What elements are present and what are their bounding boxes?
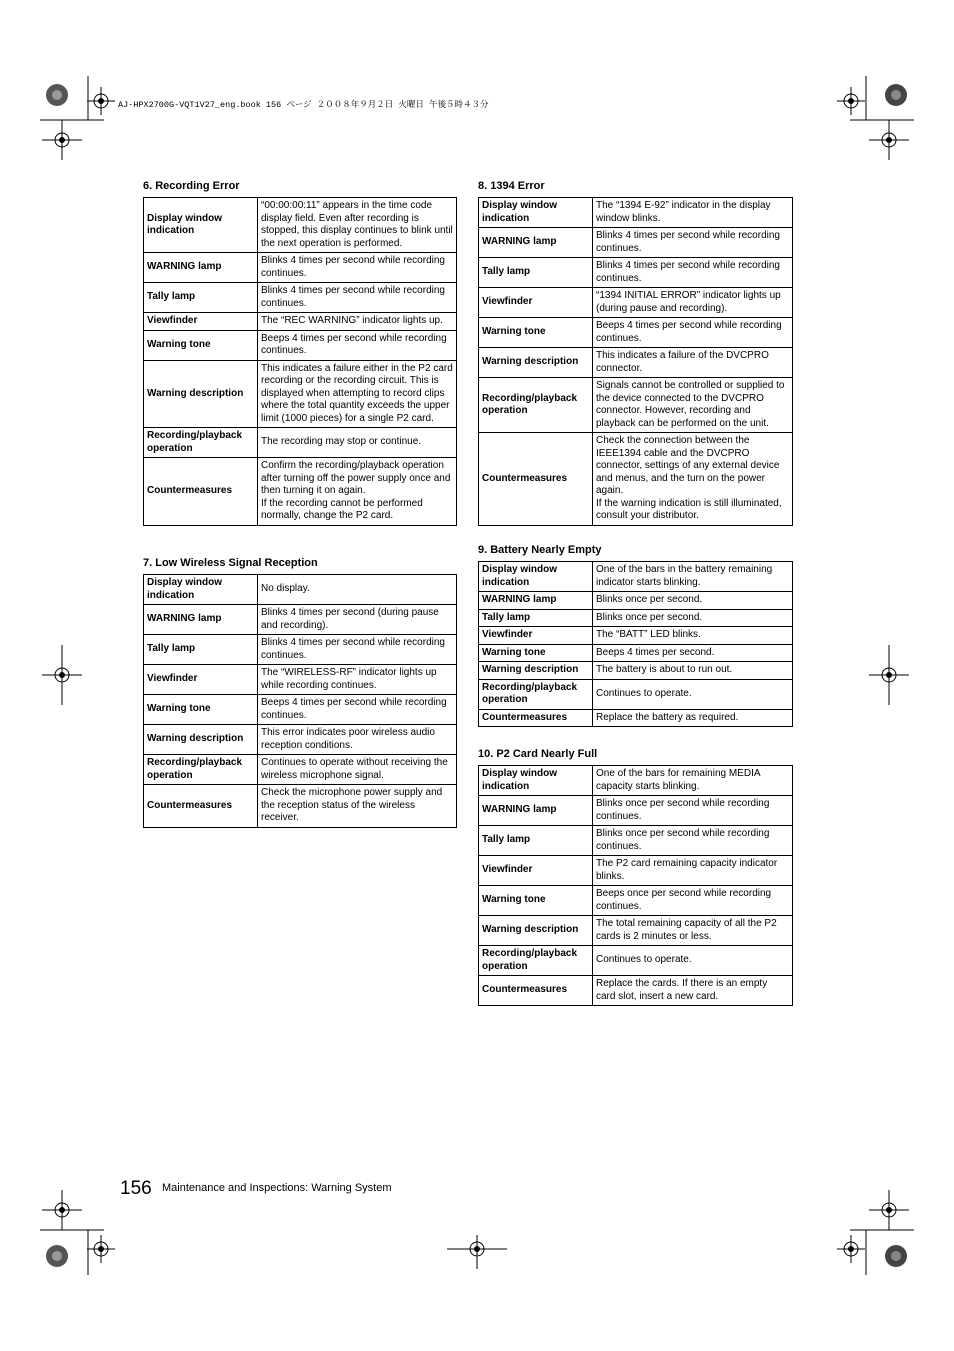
row-value: Beeps 4 times per second. xyxy=(593,644,793,662)
table-row xyxy=(144,785,457,828)
warning-table xyxy=(143,574,457,828)
row-label: Viewfinder xyxy=(479,627,593,645)
table-row xyxy=(144,313,457,331)
section-title: 7. Low Wireless Signal Reception xyxy=(143,557,318,569)
row-value: Blinks 4 times per second while recording continues. xyxy=(258,253,457,283)
table-row xyxy=(479,976,793,1006)
table-row xyxy=(479,433,793,526)
row-value: This indicates a failure either in the P2 card recording or the recording circuit. This is displayed when attempting to record clips where the total quantity exceeds the upper limit (1000 pieces) for a single P2 card. xyxy=(258,360,457,428)
row-value: The “REC WARNING” indicator lights up. xyxy=(258,313,457,331)
row-label: Display window indication xyxy=(479,766,593,796)
row-label: Warning description xyxy=(479,348,593,378)
table-row xyxy=(479,378,793,433)
row-label: Viewfinder xyxy=(144,665,258,695)
row-label: Tally lamp xyxy=(479,826,593,856)
page-number: 156 xyxy=(120,1178,152,1199)
row-value: Continues to operate. xyxy=(593,946,793,976)
table-row xyxy=(479,258,793,288)
row-label: Viewfinder xyxy=(144,313,258,331)
table-row xyxy=(479,946,793,976)
row-label: Tally lamp xyxy=(144,283,258,313)
table-row xyxy=(479,796,793,826)
row-value: Blinks once per second while recording continues. xyxy=(593,796,793,826)
row-label: Viewfinder xyxy=(479,288,593,318)
row-label: Warning description xyxy=(479,916,593,946)
row-value: Continues to operate without receiving the wireless microphone signal. xyxy=(258,755,457,785)
table-row xyxy=(479,609,793,627)
row-value: Check the connection between the IEEE1394 cable and the DVCPRO connector, settings of any external device and menus, and the turn on the power again. If the warning indication is still illuminated, consult your distributor. xyxy=(593,433,793,526)
row-value: Signals cannot be controlled or supplied to the device connected to the DVCPRO connector. However, recording and playback can be performed on the unit. xyxy=(593,378,793,433)
row-value: The battery is about to run out. xyxy=(593,662,793,680)
table-row xyxy=(144,253,457,283)
row-value: Replace the cards. If there is an empty card slot, insert a new card. xyxy=(593,976,793,1006)
table-row xyxy=(479,826,793,856)
row-label: Recording/playback operation xyxy=(479,378,593,433)
warning-table xyxy=(143,197,457,526)
row-value: The total remaining capacity of all the P2 cards is 2 minutes or less. xyxy=(593,916,793,946)
warning-table xyxy=(478,765,793,1006)
row-value: Beeps 4 times per second while recording continues. xyxy=(258,695,457,725)
section-p2-card-nearly-full xyxy=(478,748,793,1006)
row-value: One of the bars in the battery remaining indicator starts blinking. xyxy=(593,562,793,592)
row-value: The recording may stop or continue. xyxy=(258,428,457,458)
row-label: Countermeasures xyxy=(479,433,593,526)
row-value: Replace the battery as required. xyxy=(593,709,793,727)
row-label: Warning tone xyxy=(144,695,258,725)
table-row xyxy=(479,562,793,592)
row-value: One of the bars for remaining MEDIA capacity starts blinking. xyxy=(593,766,793,796)
row-label: WARNING lamp xyxy=(144,605,258,635)
row-label: Warning tone xyxy=(479,318,593,348)
row-label: Countermeasures xyxy=(479,976,593,1006)
row-value: Blinks once per second while recording continues. xyxy=(593,826,793,856)
row-value: Beeps 4 times per second while recording continues. xyxy=(258,330,457,360)
table-row xyxy=(144,283,457,313)
row-label: Warning tone xyxy=(144,330,258,360)
table-row xyxy=(479,662,793,680)
row-value: This indicates a failure of the DVCPRO connector. xyxy=(593,348,793,378)
row-value: Blinks once per second. xyxy=(593,592,793,610)
table-row xyxy=(479,592,793,610)
warning-table xyxy=(478,561,793,727)
section-title: 10. P2 Card Nearly Full xyxy=(478,748,598,760)
row-label: Display window indication xyxy=(479,198,593,228)
row-value: No display. xyxy=(258,575,457,605)
table-row xyxy=(479,709,793,727)
row-value: “1394 INITIAL ERROR” indicator lights up (during pause and recording). xyxy=(593,288,793,318)
table-row xyxy=(479,886,793,916)
row-label: Warning description xyxy=(144,725,258,755)
row-value: Blinks 4 times per second while recording continues. xyxy=(258,635,457,665)
row-value: Continues to operate. xyxy=(593,679,793,709)
row-value: The “BATT” LED blinks. xyxy=(593,627,793,645)
table-row xyxy=(479,644,793,662)
section-low-wireless xyxy=(143,557,457,828)
table-row xyxy=(144,635,457,665)
row-label: WARNING lamp xyxy=(144,253,258,283)
row-value: Blinks 4 times per second while recording continues. xyxy=(593,258,793,288)
table-row xyxy=(479,198,793,228)
row-label: Tally lamp xyxy=(479,609,593,627)
row-label: Recording/playback operation xyxy=(479,679,593,709)
section-title: 8. 1394 Error xyxy=(478,180,545,192)
table-row xyxy=(479,916,793,946)
row-label: Display window indication xyxy=(144,575,258,605)
section-battery-nearly-empty xyxy=(478,544,793,727)
footer-title: Maintenance and Inspections: Warning System xyxy=(162,1182,392,1194)
table-row xyxy=(144,665,457,695)
row-value: Blinks 4 times per second (during pause and recording). xyxy=(258,605,457,635)
table-row xyxy=(144,360,457,428)
row-label: Display window indication xyxy=(479,562,593,592)
table-row xyxy=(479,228,793,258)
row-label: WARNING lamp xyxy=(479,228,593,258)
table-row xyxy=(144,725,457,755)
row-value: The “1394 E-92” indicator in the display window blinks. xyxy=(593,198,793,228)
warning-table xyxy=(478,197,793,526)
table-row xyxy=(479,288,793,318)
table-row xyxy=(144,605,457,635)
table-row xyxy=(479,766,793,796)
table-row xyxy=(479,627,793,645)
row-label: Warning description xyxy=(479,662,593,680)
table-row xyxy=(144,458,457,526)
row-value: “00:00:00:11” appears in the time code display field. Even after recording is stopped, this display continues to blink until the next operation is performed. xyxy=(258,198,457,253)
row-value: Confirm the recording/playback operation after turning off the power supply once and then turning it on again. If the recording cannot be performed normally, change the P2 card. xyxy=(258,458,457,526)
table-row xyxy=(144,575,457,605)
row-value: Blinks 4 times per second while recording continues. xyxy=(258,283,457,313)
row-label: Countermeasures xyxy=(144,785,258,828)
table-row xyxy=(144,755,457,785)
row-value: Check the microphone power supply and the reception status of the wireless receiver. xyxy=(258,785,457,828)
row-label: Tally lamp xyxy=(479,258,593,288)
section-recording-error xyxy=(143,180,457,526)
row-label: Tally lamp xyxy=(144,635,258,665)
row-label: Warning description xyxy=(144,360,258,428)
row-label: Countermeasures xyxy=(479,709,593,727)
row-value: Beeps once per second while recording continues. xyxy=(593,886,793,916)
file-info-header: AJ-HPX2700G-VQT1V27_eng.book 156 ページ ２００８年９月２日 火曜日 午後５時４３分 xyxy=(118,100,489,110)
table-row xyxy=(479,856,793,886)
section-title: 6. Recording Error xyxy=(143,180,240,192)
table-row xyxy=(144,695,457,725)
row-value: Blinks once per second. xyxy=(593,609,793,627)
row-value: Blinks 4 times per second while recording continues. xyxy=(593,228,793,258)
table-row xyxy=(144,330,457,360)
row-label: Display window indication xyxy=(144,198,258,253)
section-1394-error xyxy=(478,180,793,526)
row-label: Recording/playback operation xyxy=(144,428,258,458)
row-value: The P2 card remaining capacity indicator blinks. xyxy=(593,856,793,886)
row-label: Recording/playback operation xyxy=(479,946,593,976)
row-label: WARNING lamp xyxy=(479,592,593,610)
section-title: 9. Battery Nearly Empty xyxy=(478,544,602,556)
table-row xyxy=(479,348,793,378)
row-value: The “WIRELESS-RF” indicator lights up while recording continues. xyxy=(258,665,457,695)
row-label: Warning tone xyxy=(479,886,593,916)
row-value: This error indicates poor wireless audio reception conditions. xyxy=(258,725,457,755)
row-label: Countermeasures xyxy=(144,458,258,526)
row-label: Recording/playback operation xyxy=(144,755,258,785)
row-label: WARNING lamp xyxy=(479,796,593,826)
row-label: Viewfinder xyxy=(479,856,593,886)
table-row xyxy=(144,428,457,458)
row-label: Warning tone xyxy=(479,644,593,662)
table-row xyxy=(479,318,793,348)
row-value: Beeps 4 times per second while recording continues. xyxy=(593,318,793,348)
table-row xyxy=(144,198,457,253)
table-row xyxy=(479,679,793,709)
